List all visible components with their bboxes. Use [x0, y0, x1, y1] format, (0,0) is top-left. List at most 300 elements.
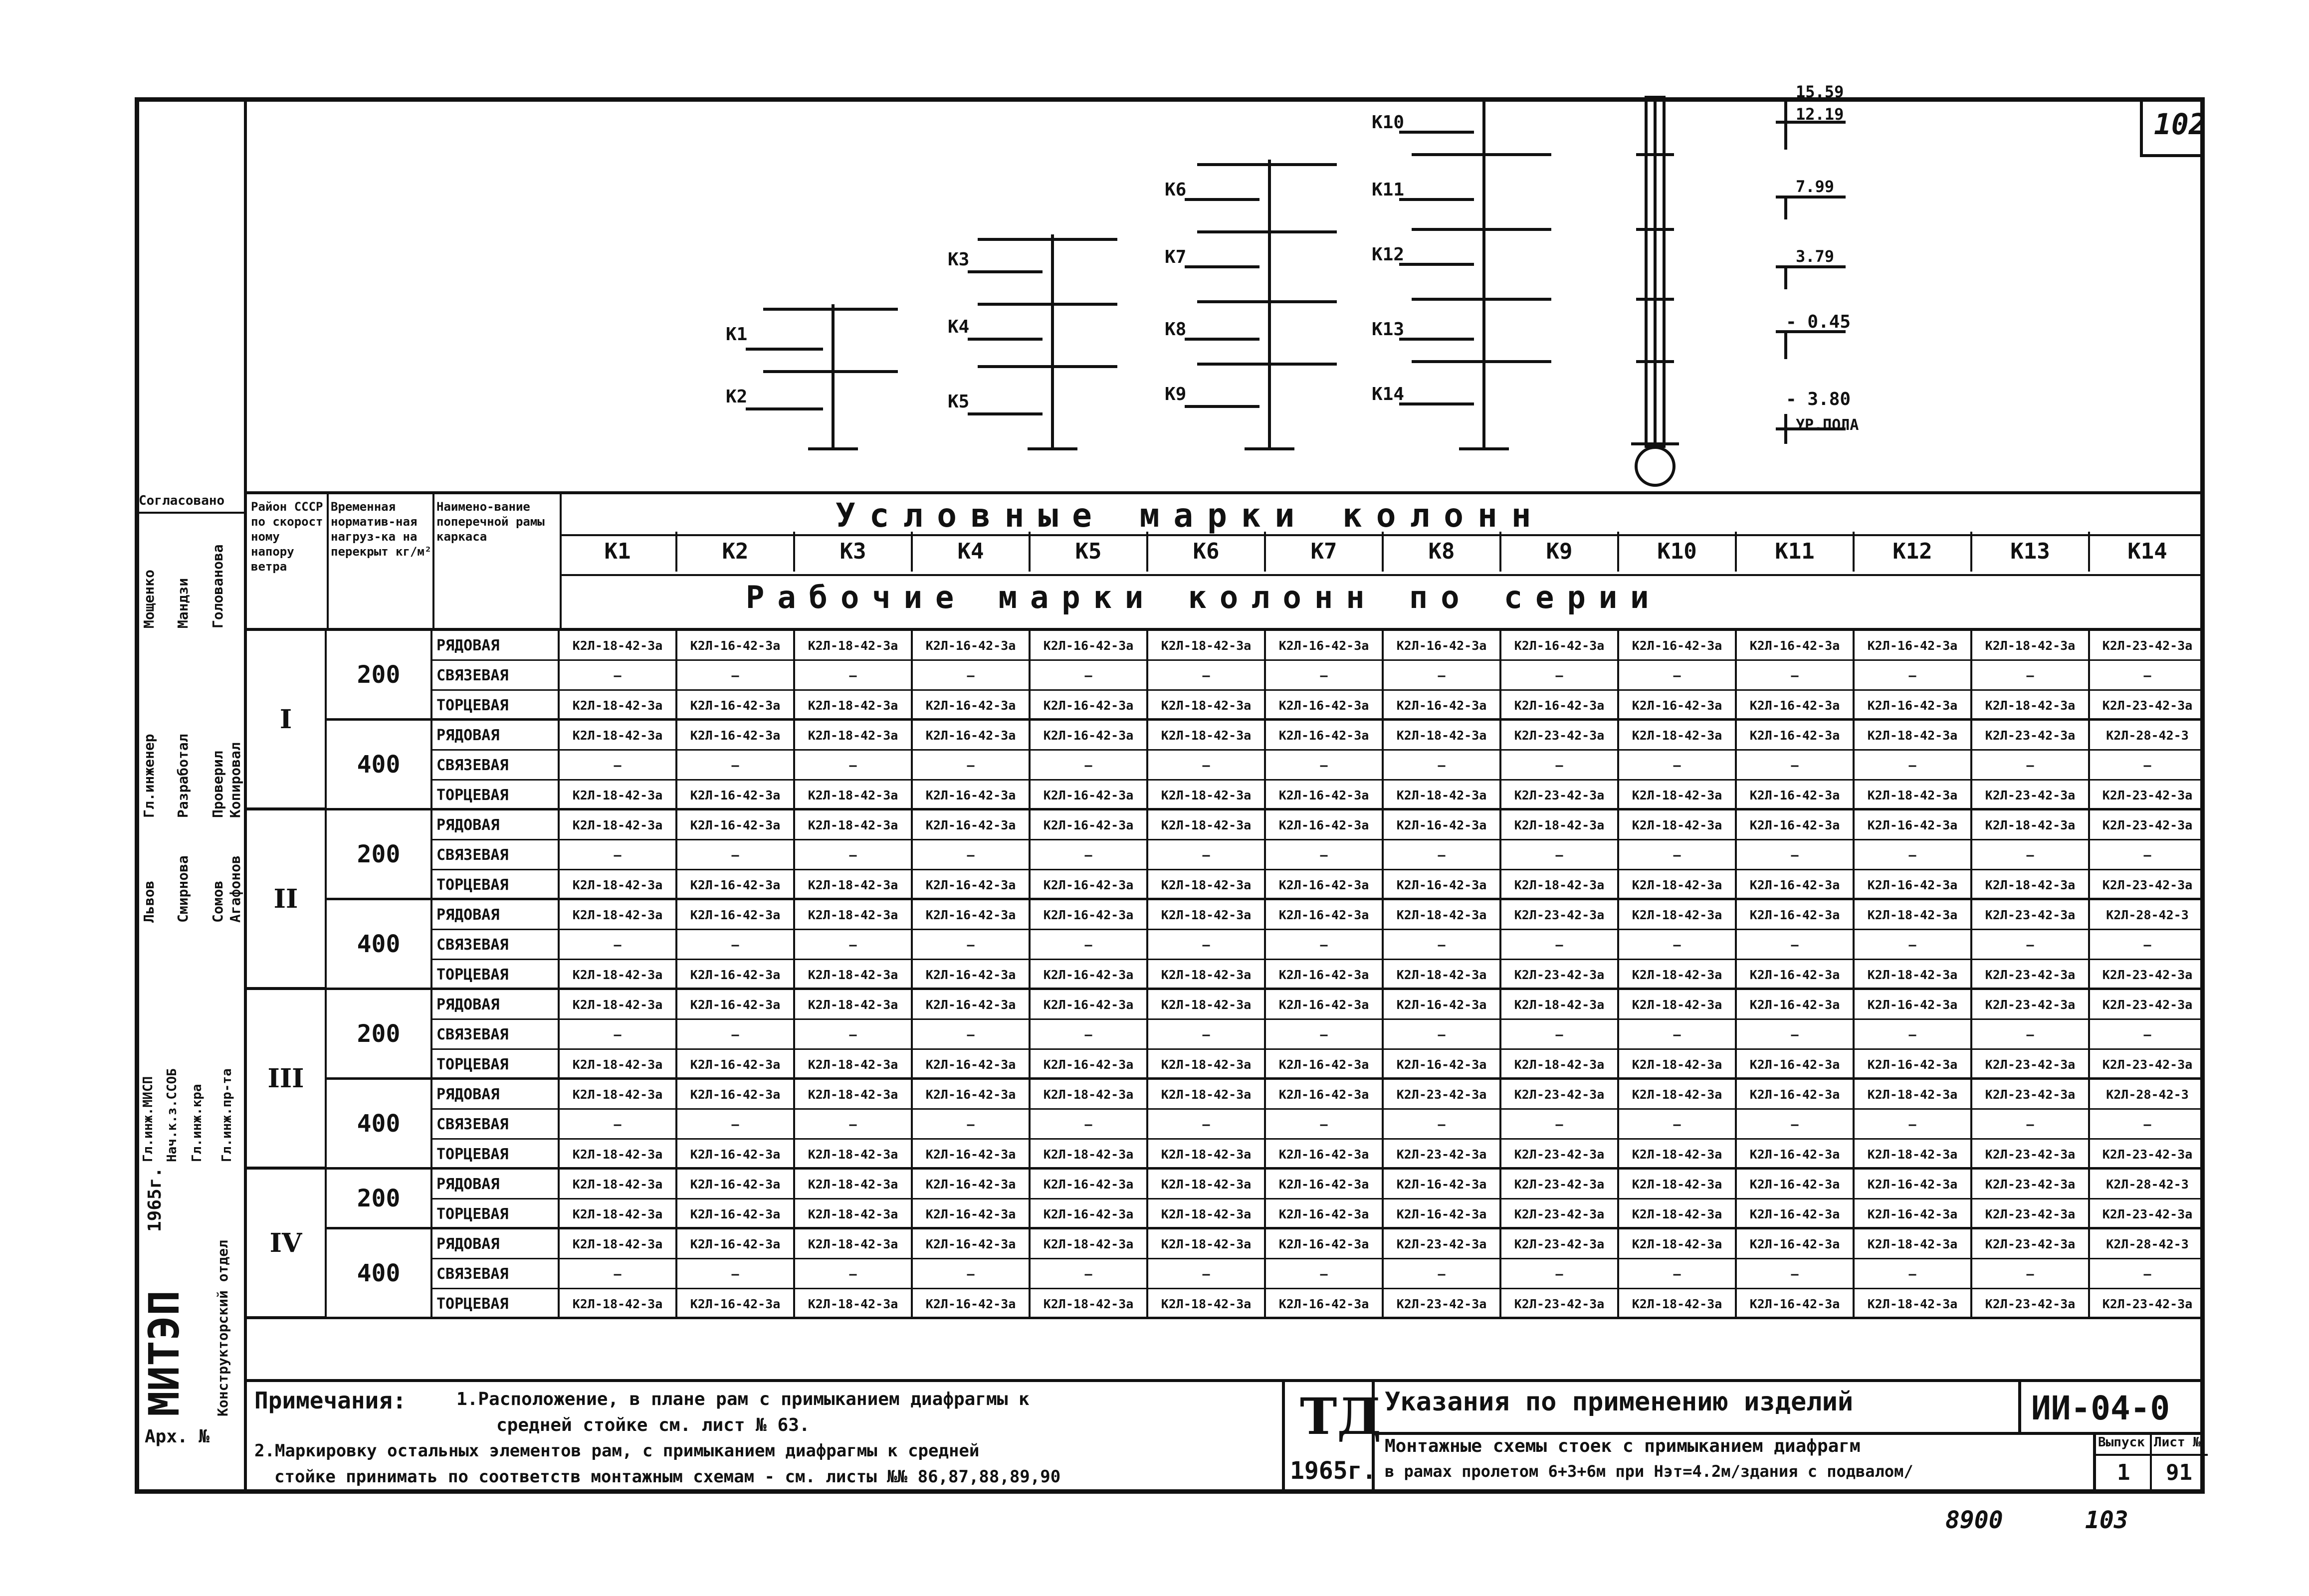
table-row — [247, 691, 2205, 721]
mark-cell: — — [1972, 1110, 2090, 1140]
frame-type-label: ТОРЦЕВАЯ — [432, 1140, 560, 1170]
mark-cell: К2Л-18-42-3а — [560, 990, 677, 1020]
mark-cell: К2Л-16-42-3а — [1031, 810, 1148, 840]
mark-cell: К2Л-18-42-3а — [560, 870, 677, 900]
mark-cell: К2Л-23-42-3а — [1972, 1199, 2090, 1229]
mark-cell: К2Л-18-42-3а — [1619, 960, 1737, 990]
load-value: 200 — [327, 631, 432, 721]
scheme-label-k12: К12 — [1372, 244, 1405, 265]
mark-cell: К2Л-18-42-3а — [795, 631, 913, 661]
scheme-label-k4: К4 — [948, 317, 970, 337]
mark-cell: К2Л-16-42-3а — [1384, 810, 1501, 840]
mark-cell: К2Л-28-42-3 — [2090, 1229, 2205, 1259]
mark-cell: К2Л-16-42-3а — [1266, 870, 1384, 900]
mark-cell: — — [1619, 751, 1737, 781]
frame-type-label: СВЯЗЕВАЯ — [432, 661, 560, 691]
mark-cell: К2Л-18-42-3а — [1619, 900, 1737, 930]
mark-cell: К2Л-18-42-3а — [1148, 870, 1266, 900]
mark-cell: К2Л-23-42-3а — [1501, 1289, 1619, 1319]
mark-cell: — — [1384, 751, 1501, 781]
stamp-date: 1965г. — [145, 1167, 165, 1232]
mark-cell: К2Л-16-42-3а — [1031, 721, 1148, 751]
mark-cell: К2Л-16-42-3а — [1031, 1170, 1148, 1199]
mark-cell: К2Л-18-42-3а — [1972, 870, 2090, 900]
mark-cell: К2Л-18-42-3а — [1148, 631, 1266, 661]
title-subtitle-2: в рамах пролетом 6+3+6м при Нэт=4.2м/здания с подвалом/ — [1385, 1462, 1913, 1481]
notes-line-3: 2.Маркировку остальных элементов рам, с примыканием диафрагмы к средней — [254, 1441, 980, 1461]
mark-cell: — — [795, 661, 913, 691]
mark-cell: К2Л-16-42-3а — [1737, 1289, 1855, 1319]
stamp-org-sub: Конструкторский отдел — [214, 1239, 231, 1416]
mark-cell: К2Л-16-42-3а — [1031, 900, 1148, 930]
mark-cell: — — [560, 840, 677, 870]
mark-cell: К2Л-16-42-3а — [1266, 721, 1384, 751]
mark-cell: — — [913, 930, 1031, 960]
mark-cell: — — [1855, 751, 1972, 781]
page-number: 102 — [2154, 107, 2206, 141]
mark-cell: — — [1737, 751, 1855, 781]
table-row — [247, 781, 2205, 810]
table-row — [247, 930, 2205, 960]
stamp-row-13: Гл.инж.кра — [190, 1084, 205, 1162]
mark-cell: К2Л-18-42-3а — [1501, 990, 1619, 1020]
mark-cell: К2Л-18-42-3а — [1501, 810, 1619, 840]
footer-left-number: 8900 — [1945, 1506, 2003, 1534]
mark-cell: — — [795, 840, 913, 870]
mark-cell: — — [1266, 1259, 1384, 1289]
mark-cell: — — [1619, 1110, 1737, 1140]
mark-cell: К2Л-18-42-3а — [1148, 810, 1266, 840]
mark-cell: К2Л-16-42-3а — [677, 990, 795, 1020]
mark-cell: К2Л-16-42-3а — [1737, 1229, 1855, 1259]
mark-cell: К2Л-18-42-3а — [1148, 1170, 1266, 1199]
mark-cell: — — [1972, 840, 2090, 870]
mark-cell: К2Л-16-42-3а — [1384, 990, 1501, 1020]
mark-cell: К2Л-18-42-3а — [1148, 1050, 1266, 1080]
mark-cell: — — [1266, 840, 1384, 870]
mark-cell: К2Л-16-42-3а — [1031, 691, 1148, 721]
mark-cell: К2Л-16-42-3а — [1737, 1080, 1855, 1110]
mark-cell: — — [1737, 661, 1855, 691]
stamp-row-14: Гл.инж.пр-та — [219, 1068, 234, 1162]
header-frame: Наимено-вание поперечной рамы каркаса — [436, 500, 545, 544]
col-label-k7: K7 — [1266, 532, 1384, 572]
mark-cell: К2Л-18-42-3а — [560, 691, 677, 721]
mark-cell: — — [1031, 1259, 1148, 1289]
mark-cell: — — [1855, 661, 1972, 691]
mark-cell: К2Л-23-42-3а — [2090, 870, 2205, 900]
title-main: Указания по применению изделий — [1385, 1387, 1854, 1417]
col-label-k14: K14 — [2127, 539, 2167, 564]
table-row — [247, 631, 2205, 661]
mark-cell: — — [1384, 661, 1501, 691]
mark-cell: К2Л-18-42-3а — [1619, 1080, 1737, 1110]
mark-cell: К2Л-18-42-3а — [1972, 691, 2090, 721]
mark-cell: К2Л-18-42-3а — [1384, 781, 1501, 810]
frame-type-label: ТОРЦЕВАЯ — [432, 691, 560, 721]
stamp-row-7: Львов — [141, 880, 157, 923]
mark-cell: К2Л-18-42-3а — [795, 990, 913, 1020]
mark-cell: К2Л-23-42-3а — [1972, 990, 2090, 1020]
mark-cell: — — [560, 1259, 677, 1289]
mark-cell: К2Л-23-42-3а — [1972, 1170, 2090, 1199]
mark-cell: К2Л-18-42-3а — [1855, 1140, 1972, 1170]
mark-cell: К2Л-18-42-3а — [560, 810, 677, 840]
table-row — [247, 1199, 2205, 1229]
mark-cell: К2Л-18-42-3а — [1855, 1289, 1972, 1319]
mark-cell: К2Л-16-42-3а — [1501, 631, 1619, 661]
mark-cell: К2Л-18-42-3а — [1148, 1080, 1266, 1110]
mark-cell: — — [795, 930, 913, 960]
mark-cell: К2Л-18-42-3а — [795, 870, 913, 900]
table-row — [247, 721, 2205, 751]
mark-cell: К2Л-16-42-3а — [1737, 810, 1855, 840]
elevation-minus-3-80: - 3.80 — [1786, 389, 1851, 409]
mark-cell: — — [677, 751, 795, 781]
stamp-row-11: Гл.инж.МИСП — [141, 1076, 156, 1162]
mark-cell: — — [913, 840, 1031, 870]
mark-cell: — — [795, 1020, 913, 1050]
mark-cell: К2Л-23-42-3а — [2090, 960, 2205, 990]
mark-cell: К2Л-23-42-3а — [1972, 1140, 2090, 1170]
frame-type-label: РЯДОВАЯ — [432, 1170, 560, 1199]
mark-cell: — — [560, 930, 677, 960]
mark-cell: К2Л-23-42-3а — [1501, 900, 1619, 930]
mark-cell: К2Л-16-42-3а — [1855, 1170, 1972, 1199]
issue-value: 1 — [2117, 1460, 2130, 1485]
table-row — [247, 990, 2205, 1020]
mark-cell: К2Л-23-42-3а — [2090, 1050, 2205, 1080]
elevation-7-99: 7.99 — [1796, 177, 1835, 196]
mark-cell: К2Л-16-42-3а — [677, 1199, 795, 1229]
mark-cell: К2Л-18-42-3а — [1619, 870, 1737, 900]
mark-cell: — — [1501, 751, 1619, 781]
frame-type-label: РЯДОВАЯ — [432, 631, 560, 661]
mark-cell: — — [1501, 1020, 1619, 1050]
mark-cell: К2Л-18-42-3а — [1619, 1229, 1737, 1259]
mark-cell: К2Л-23-42-3а — [1501, 781, 1619, 810]
table-row — [247, 1080, 2205, 1110]
mark-cell: — — [1384, 1259, 1501, 1289]
mark-cell: — — [1855, 1110, 1972, 1140]
col-label-k11: K11 — [1737, 532, 1855, 572]
mark-cell: К2Л-16-42-3а — [1266, 1140, 1384, 1170]
mark-cell: — — [1266, 930, 1384, 960]
mark-cell: К2Л-18-42-3а — [560, 781, 677, 810]
mark-cell: К2Л-23-42-3а — [1972, 1229, 2090, 1259]
mark-cell: К2Л-16-42-3а — [677, 1229, 795, 1259]
mark-cell: К2Л-28-42-3 — [2090, 1170, 2205, 1199]
td-mark: ТД — [1300, 1387, 1382, 1446]
mark-cell: К2Л-16-42-3а — [913, 960, 1031, 990]
mark-cell: К2Л-16-42-3а — [1031, 1050, 1148, 1080]
mark-cell: К2Л-16-42-3а — [677, 1080, 795, 1110]
mark-cell: К2Л-16-42-3а — [677, 631, 795, 661]
scheme-label-k14: К14 — [1372, 384, 1405, 404]
mark-cell: К2Л-18-42-3а — [1148, 691, 1266, 721]
frame-type-label: СВЯЗЕВАЯ — [432, 1110, 560, 1140]
mark-cell: К2Л-16-42-3а — [913, 1080, 1031, 1110]
mark-cell: — — [677, 1110, 795, 1140]
mark-cell: К2Л-18-42-3а — [560, 1199, 677, 1229]
mark-cell: К2Л-16-42-3а — [1737, 631, 1855, 661]
mark-cell: К2Л-16-42-3а — [913, 900, 1031, 930]
mark-cell: К2Л-16-42-3а — [1266, 810, 1384, 840]
mark-cell: К2Л-18-42-3а — [795, 691, 913, 721]
frame-type-label: СВЯЗЕВАЯ — [432, 1259, 560, 1289]
mark-cell: К2Л-18-42-3а — [795, 781, 913, 810]
mark-cell: — — [2090, 1110, 2205, 1140]
mark-cell: К2Л-23-42-3а — [1384, 1289, 1501, 1319]
table-row — [247, 1170, 2205, 1199]
mark-cell: К2Л-18-42-3а — [1501, 1050, 1619, 1080]
mark-cell: — — [795, 751, 913, 781]
frame-type-label: РЯДОВАЯ — [432, 810, 560, 840]
mark-cell: — — [1501, 661, 1619, 691]
mark-cell: К2Л-16-42-3а — [677, 1140, 795, 1170]
mark-cell: К2Л-16-42-3а — [1031, 960, 1148, 990]
mark-cell: К2Л-23-42-3а — [1384, 1140, 1501, 1170]
elevation-15-59: 15.59 — [1796, 82, 1844, 101]
mark-cell: К2Л-16-42-3а — [1266, 1050, 1384, 1080]
mark-cell: — — [2090, 840, 2205, 870]
mark-cell: К2Л-18-42-3а — [560, 960, 677, 990]
mark-cell: К2Л-16-42-3а — [677, 960, 795, 990]
mark-cell: К2Л-18-42-3а — [560, 1140, 677, 1170]
mark-cell: — — [1855, 1259, 1972, 1289]
region-value: I — [247, 631, 327, 810]
doc-code: ИИ-04-0 — [2031, 1389, 2170, 1427]
stamp-row-3: Гл.инженер — [141, 734, 157, 818]
mark-cell: К2Л-16-42-3а — [913, 781, 1031, 810]
mark-cell: К2Л-18-42-3а — [1148, 1199, 1266, 1229]
table-row — [247, 1229, 2205, 1259]
region-value: III — [247, 990, 327, 1170]
mark-cell: — — [1031, 1110, 1148, 1140]
mark-cell: К2Л-23-42-3а — [1501, 721, 1619, 751]
mark-cell: К2Л-16-42-3а — [1266, 691, 1384, 721]
mark-cell: — — [1855, 930, 1972, 960]
mark-cell: К2Л-23-42-3а — [1501, 1229, 1619, 1259]
mark-cell: — — [1737, 1020, 1855, 1050]
table-row — [247, 840, 2205, 870]
header-load: Временная норматив-ная нагруз-ка на перекрыт кг/м² — [331, 500, 432, 559]
mark-cell: — — [677, 840, 795, 870]
load-value: 200 — [327, 1170, 432, 1229]
table-row — [247, 751, 2205, 781]
mark-cell: — — [1737, 930, 1855, 960]
mark-cell: — — [913, 751, 1031, 781]
mark-cell: К2Л-16-42-3а — [913, 1140, 1031, 1170]
mark-cell: К2Л-28-42-3 — [2090, 1080, 2205, 1110]
frame-type-label: СВЯЗЕВАЯ — [432, 930, 560, 960]
mark-cell: К2Л-23-42-3а — [1972, 960, 2090, 990]
col-label-k1: K1 — [560, 532, 677, 572]
region-value: II — [247, 810, 327, 990]
stamp-row-12: Нач.к.з.ССОБ — [165, 1068, 180, 1162]
sheet-value: 91 — [2166, 1460, 2192, 1485]
mark-cell: К2Л-16-42-3а — [1855, 1050, 1972, 1080]
mark-cell: К2Л-16-42-3а — [1855, 1199, 1972, 1229]
mark-cell: К2Л-16-42-3а — [1855, 691, 1972, 721]
mark-cell: К2Л-16-42-3а — [1737, 1050, 1855, 1080]
mark-cell: К2Л-23-42-3а — [1972, 1289, 2090, 1319]
mark-cell: К2Л-23-42-3а — [1501, 960, 1619, 990]
mark-cell: К2Л-16-42-3а — [677, 870, 795, 900]
mark-cell: К2Л-16-42-3а — [913, 631, 1031, 661]
mark-cell: — — [1148, 840, 1266, 870]
mark-cell: К2Л-23-42-3а — [2090, 990, 2205, 1020]
mark-cell: К2Л-16-42-3а — [1266, 1199, 1384, 1229]
mark-cell: К2Л-16-42-3а — [1619, 631, 1737, 661]
mark-cell: К2Л-18-42-3а — [560, 1050, 677, 1080]
mark-cell: К2Л-16-42-3а — [1266, 781, 1384, 810]
mark-cell: — — [1031, 930, 1148, 960]
mark-cell: К2Л-18-42-3а — [1148, 721, 1266, 751]
mark-cell: К2Л-16-42-3а — [1266, 1289, 1384, 1319]
mark-cell: К2Л-18-42-3а — [1855, 721, 1972, 751]
mark-cell: — — [2090, 930, 2205, 960]
mark-cell: К2Л-18-42-3а — [1031, 1229, 1148, 1259]
mark-cell: К2Л-18-42-3а — [1031, 1080, 1148, 1110]
mark-cell: — — [1148, 1110, 1266, 1140]
left-stamp-agreed-box — [135, 491, 247, 514]
scheme-label-k3: К3 — [948, 249, 970, 270]
title-block — [1282, 1379, 2205, 1494]
frame-type-label: ТОРЦЕВАЯ — [432, 960, 560, 990]
mark-cell: — — [1737, 1110, 1855, 1140]
mark-cell: К2Л-16-42-3а — [913, 990, 1031, 1020]
left-stamp-agreed: Согласовано — [139, 493, 225, 508]
mark-cell: — — [1031, 1020, 1148, 1050]
mark-cell: К2Л-16-42-3а — [1737, 900, 1855, 930]
mark-cell: — — [913, 1259, 1031, 1289]
col-label-k5: K5 — [1031, 532, 1148, 572]
scheme-label-k13: К13 — [1372, 319, 1405, 340]
mark-cell: К2Л-18-42-3а — [795, 1229, 913, 1259]
stamp-row-9: Сомов — [210, 880, 226, 923]
elevation-floor-level: УР.ПОЛА — [1796, 416, 1859, 434]
mark-cell: К2Л-18-42-3а — [795, 960, 913, 990]
mark-cell: К2Л-18-42-3а — [560, 1080, 677, 1110]
mark-cell: К2Л-18-42-3а — [560, 1229, 677, 1259]
mark-cell: — — [913, 1110, 1031, 1140]
notes-line-4: стойке принимать по соответств монтажным схемам - см. листы №№ 86,87,88,89,90 — [274, 1467, 1061, 1487]
mark-cell: — — [1266, 751, 1384, 781]
mark-cell: К2Л-18-42-3а — [1619, 721, 1737, 751]
load-value: 400 — [327, 721, 432, 810]
table-row — [247, 960, 2205, 990]
mark-cell: К2Л-16-42-3а — [1855, 810, 1972, 840]
table-row — [247, 810, 2205, 840]
elevation-minus-0-45: - 0.45 — [1786, 312, 1851, 332]
mark-cell: — — [1972, 661, 2090, 691]
mark-cell: — — [677, 1259, 795, 1289]
mark-cell: К2Л-16-42-3а — [1266, 900, 1384, 930]
mark-cell: — — [1148, 1259, 1266, 1289]
mark-cell: — — [795, 1259, 913, 1289]
load-value: 400 — [327, 1080, 432, 1170]
mark-cell: К2Л-18-42-3а — [795, 1289, 913, 1319]
frame-type-label: ТОРЦЕВАЯ — [432, 870, 560, 900]
mark-cell: К2Л-18-42-3а — [1972, 810, 2090, 840]
mark-cell: — — [795, 1110, 913, 1140]
mark-cell: К2Л-23-42-3а — [1501, 1170, 1619, 1199]
mark-cell: — — [1148, 661, 1266, 691]
mark-cell: — — [1384, 1110, 1501, 1140]
mark-cell: К2Л-18-42-3а — [1501, 870, 1619, 900]
mark-cell: К2Л-23-42-3а — [2090, 781, 2205, 810]
frame-type-label: ТОРЦЕВАЯ — [432, 1199, 560, 1229]
mark-cell: К2Л-16-42-3а — [1855, 870, 1972, 900]
table-row — [247, 900, 2205, 930]
mark-cell: — — [1972, 1259, 2090, 1289]
load-value: 400 — [327, 1229, 432, 1319]
mark-cell: К2Л-18-42-3а — [795, 721, 913, 751]
mark-cell: — — [1972, 751, 2090, 781]
mark-cell: К2Л-16-42-3а — [1266, 990, 1384, 1020]
mark-cell: К2Л-18-42-3а — [795, 1140, 913, 1170]
mark-cell: — — [1619, 661, 1737, 691]
mark-cell: К2Л-28-42-3 — [2090, 900, 2205, 930]
mark-cell: К2Л-16-42-3а — [1737, 721, 1855, 751]
mark-cell: К2Л-18-42-3а — [1619, 990, 1737, 1020]
mark-cell: К2Л-23-42-3а — [2090, 1140, 2205, 1170]
mark-cell: — — [1972, 930, 2090, 960]
mark-cell: — — [1031, 751, 1148, 781]
mark-cell: — — [1266, 1020, 1384, 1050]
mark-cell: К2Л-16-42-3а — [1737, 691, 1855, 721]
mark-cell: — — [1619, 1020, 1737, 1050]
mark-cell: К2Л-18-42-3а — [1619, 1289, 1737, 1319]
mark-cell: К2Л-16-42-3а — [677, 1289, 795, 1319]
mark-cell: К2Л-23-42-3а — [1972, 1080, 2090, 1110]
mark-cell: К2Л-16-42-3а — [1737, 781, 1855, 810]
mark-cell: К2Л-16-42-3а — [1384, 1050, 1501, 1080]
frame-type-label: РЯДОВАЯ — [432, 990, 560, 1020]
mark-cell: — — [1619, 930, 1737, 960]
mark-cell: К2Л-18-42-3а — [795, 1080, 913, 1110]
col-label-k8: K8 — [1384, 532, 1501, 572]
mark-cell: К2Л-23-42-3а — [1501, 1140, 1619, 1170]
sheet-label: Лист № — [2154, 1435, 2201, 1450]
mark-cell: — — [1384, 930, 1501, 960]
mark-cell: — — [2090, 661, 2205, 691]
mark-cell: К2Л-16-42-3а — [1737, 960, 1855, 990]
mark-cell: К2Л-18-42-3а — [1619, 1170, 1737, 1199]
stamp-row-2: Голованова — [210, 544, 226, 628]
mark-cell: — — [1501, 1259, 1619, 1289]
col-label-k13: K13 — [1972, 532, 2090, 572]
mark-cell: — — [2090, 751, 2205, 781]
mark-cell: — — [560, 1020, 677, 1050]
mark-cell: К2Л-18-42-3а — [1972, 631, 2090, 661]
mark-cell: К2Л-23-42-3а — [1972, 900, 2090, 930]
mark-cell: К2Л-16-42-3а — [1384, 691, 1501, 721]
mark-cell: К2Л-18-42-3а — [1148, 781, 1266, 810]
mark-cell: — — [913, 661, 1031, 691]
table-row — [247, 661, 2205, 691]
mark-cell: К2Л-18-42-3а — [1384, 960, 1501, 990]
mark-cell: К2Л-16-42-3а — [1737, 990, 1855, 1020]
mark-cell: К2Л-16-42-3а — [677, 900, 795, 930]
col-label-k4: K4 — [913, 532, 1031, 572]
mark-cell: К2Л-23-42-3а — [1972, 1050, 2090, 1080]
mark-cell: К2Л-16-42-3а — [913, 1229, 1031, 1259]
scheme-label-k11: К11 — [1372, 180, 1405, 200]
stamp-row-5: Проверил — [210, 751, 226, 818]
mark-cell: К2Л-16-42-3а — [913, 810, 1031, 840]
